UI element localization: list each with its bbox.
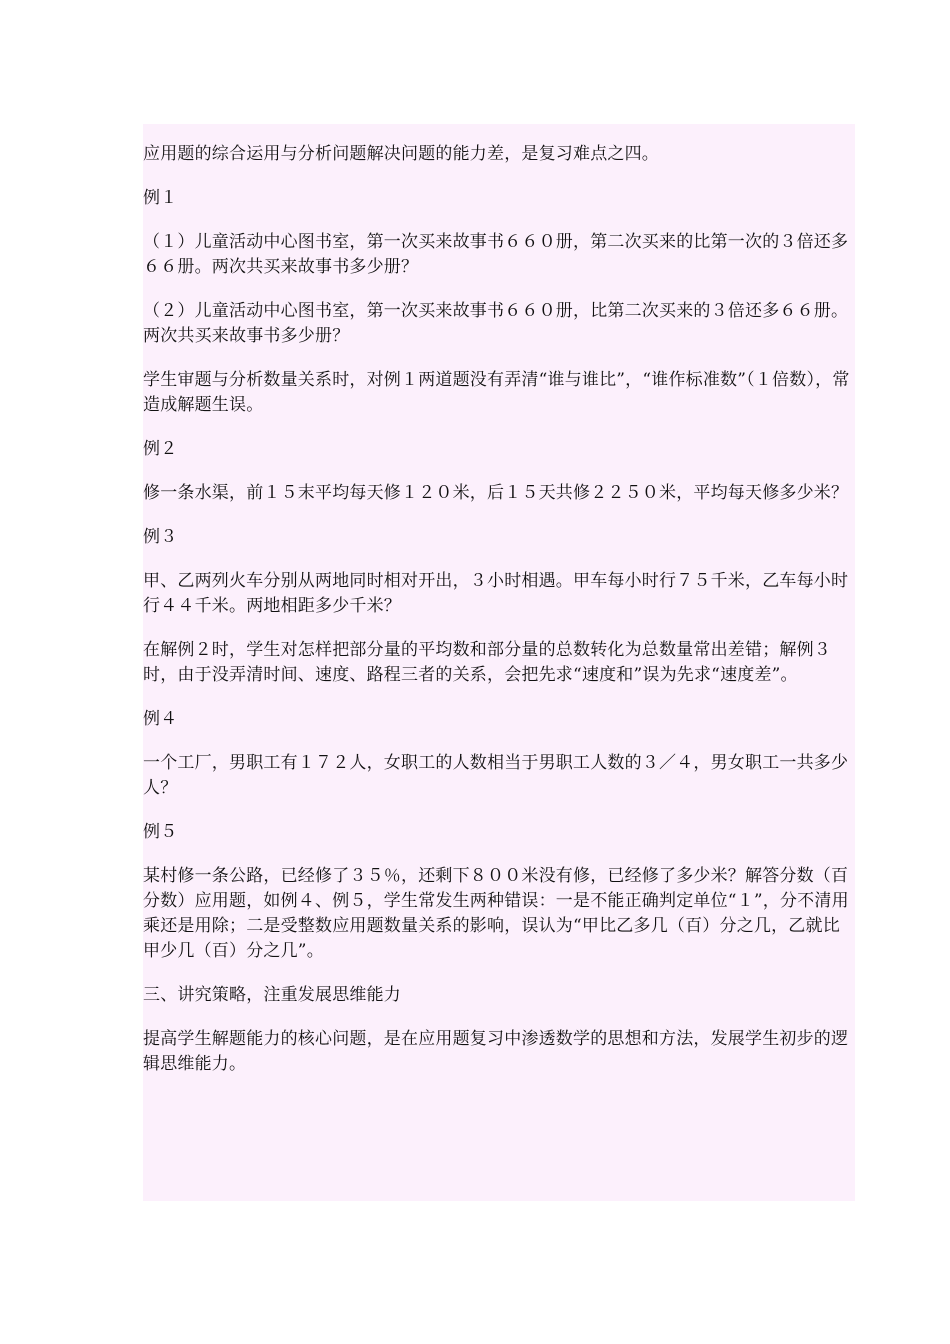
closing-paragraph: 提高学生解题能力的核心问题，是在应用题复习中渗透数学的思想和方法，发展学生初步的逻辑思维能力。 xyxy=(143,1029,849,1074)
intro-paragraph: 应用题的综合运用与分析问题解决问题的能力差，是复习难点之四。 xyxy=(143,144,659,164)
example-5-heading: 例５ xyxy=(143,822,178,842)
example-4-problem: 一个工厂，男职工有１７２人，女职工的人数相当于男职工人数的３／４，男女职工一共多少人？ xyxy=(143,753,849,798)
example-1-heading: 例１ xyxy=(143,188,178,208)
document-content-block xyxy=(143,124,855,1201)
example-2-heading: 例２ xyxy=(143,439,178,459)
example-1-problem-1: （１）儿童活动中心图书室，第一次买来故事书６６０册，第二次买来的比第一次的３倍还多６６册。两次共买来故事书多少册？ xyxy=(143,232,849,277)
example-1-problem-2: （２）儿童活动中心图书室，第一次买来故事书６６０册，比第二次买来的３倍还多６６册。两次共买来故事书多少册？ xyxy=(143,301,849,346)
example-2-3-analysis: 在解例２时，学生对怎样把部分量的平均数和部分量的总数转化为总数量常出差错；解例３时，由于没弄清时间、速度、路程三者的关系，会把先求“速度和”误为先求“速度差”。 xyxy=(143,640,831,685)
section-three-heading: 三、讲究策略，注重发展思维能力 xyxy=(143,985,401,1005)
example-3-heading: 例３ xyxy=(143,527,178,547)
example-4-heading: 例４ xyxy=(143,709,178,729)
example-1-analysis: 学生审题与分析数量关系时，对例１两道题没有弄清“谁与谁比”，“谁作标准数”（１倍数），常造成解题生误。 xyxy=(143,370,850,415)
example-2-problem: 修一条水渠，前１５末平均每天修１２０米，后１５天共修２２５０米，平均每天修多少米？ xyxy=(143,483,849,503)
example-5-problem-and-analysis: 某村修一条公路，已经修了３５％，还剩下８００米没有修，已经修了多少米？解答分数（百分数）应用题，如例４、例５，学生常发生两种错误：一是不能正确判定单位“１”，分不清用乘还是用除；二是受整数应用题数量关系的影响，误认为“甲比乙多几（百）分之几，乙就比甲少几（百）分之几”。 xyxy=(143,866,849,961)
example-3-problem: 甲、乙两列火车分别从两地同时相对开出，３小时相遇。甲车每小时行７５千米，乙车每小时行４４千米。两地相距多少千米？ xyxy=(143,571,849,616)
